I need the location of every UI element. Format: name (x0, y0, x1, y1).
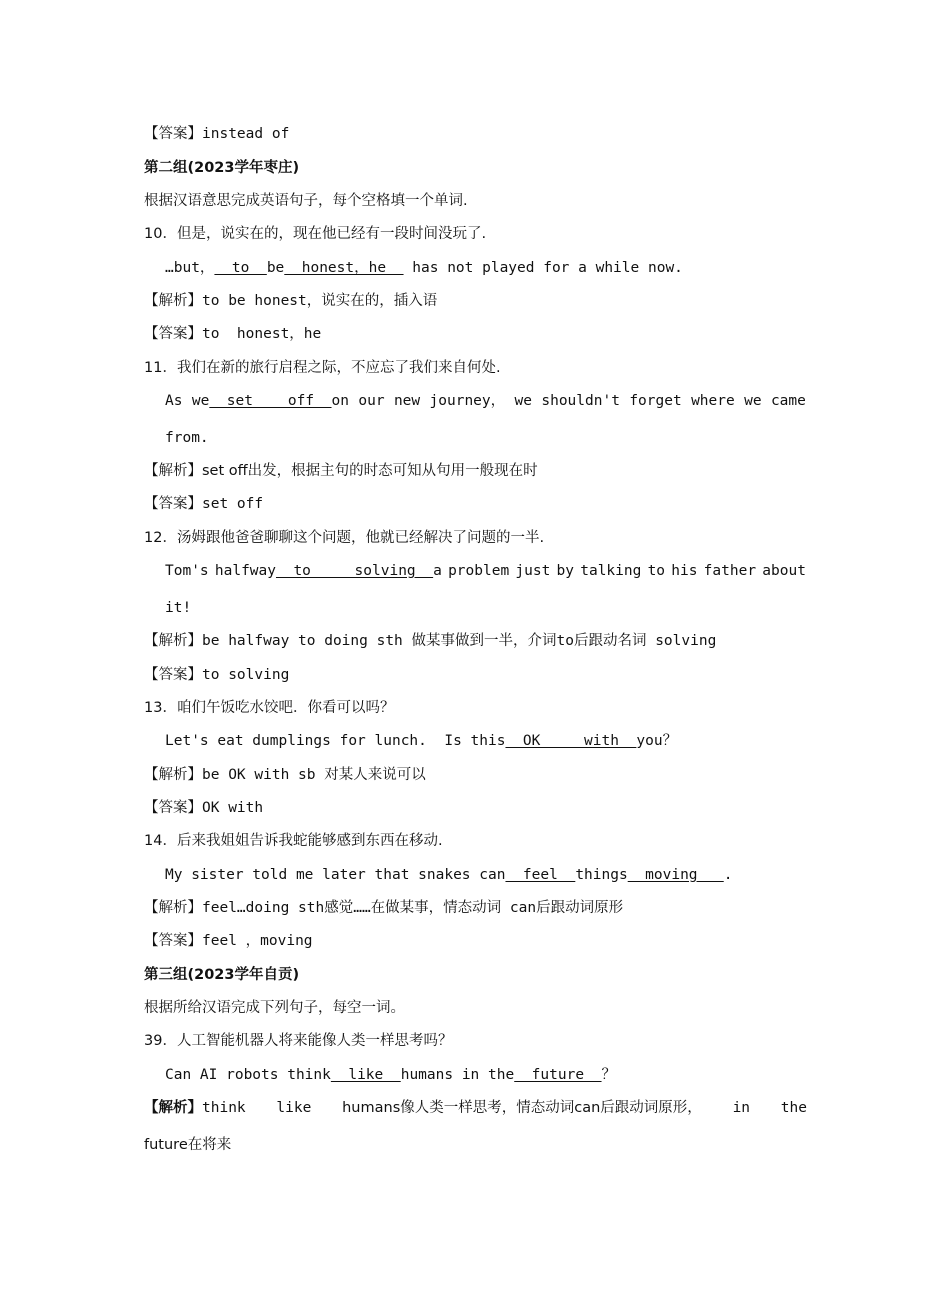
q11-sentence-cont: from. (165, 430, 209, 446)
q11-analysis: 【解析】set off出发，根据主句的时态可知从句用一般现在时 (144, 463, 538, 479)
group2-instruction: 根据汉语意思完成英语句子，每个空格填一个单词. (144, 193, 468, 209)
group3-heading: 第三组(2023学年自贡) (144, 967, 300, 983)
q10-blank-2: honest，he (284, 260, 404, 276)
q11-prompt: 11．我们在新的旅行启程之际，不应忘了我们来自何处. (144, 360, 501, 376)
q10-answer: 【答案】to honest，he (144, 326, 322, 342)
q11-blank-1: set off (209, 393, 332, 409)
q39-blank-1: like (330, 1067, 401, 1083)
q13-blank-1: OK with (505, 733, 637, 749)
q13-prompt: 13．咱们午饭吃水饺吧．你看可以吗？ (144, 700, 395, 716)
q12-sentence: Tom's halfway to solving a problem just by talking to his father about (165, 563, 806, 579)
q14-analysis: 【解析】feel…doing sth感觉……在做某事，情态动词 can后跟动词原形 (144, 900, 624, 916)
q10-sentence: …but， to be honest，he has not played for a while now. (165, 260, 683, 276)
q14-prompt: 14．后来我姐姐告诉我蛇能够感到东西在移动. (144, 833, 443, 849)
q13-analysis: 【解析】be OK with sb 对某人来说可以 (144, 767, 426, 783)
q12-answer: 【答案】to solving (144, 667, 290, 683)
group2-heading: 第二组(2023学年枣庄) (144, 160, 300, 176)
q14-blank-1: feel (505, 867, 576, 883)
q13-answer: 【答案】OK with (144, 800, 264, 816)
q12-analysis: 【解析】be halfway to doing sth 做某事做到一半，介词to后跟动名词 solving (144, 633, 717, 649)
group3-instruction: 根据所给汉语完成下列句子，每空一词。 (144, 1000, 405, 1016)
q14-sentence: My sister told me later that snakes can feel things moving . (165, 867, 733, 883)
q14-answer: 【答案】feel ，moving (144, 933, 313, 949)
q13-sentence: Let's eat dumplings for lunch. Is this OK with you？ (165, 733, 678, 749)
q12-blank-1: to solving (275, 563, 434, 579)
q39-analysis-cont: future在将来 (144, 1137, 232, 1153)
q11-sentence: As we set off on our new journey， we shouldn't forget where we came (165, 393, 806, 409)
q39-blank-2: future (514, 1067, 602, 1083)
q11-answer: 【答案】set off (144, 496, 264, 512)
q12-prompt: 12．汤姆跟他爸爸聊聊这个问题，他就已经解决了问题的一半. (144, 530, 545, 546)
intro-answer: 【答案】instead of (144, 126, 290, 142)
q39-prompt: 39．人工智能机器人将来能像人类一样思考吗？ (144, 1033, 453, 1049)
q10-prompt: 10．但是，说实在的，现在他已经有一段时间没玩了. (144, 226, 487, 242)
q12-sentence-cont: it! (165, 600, 192, 616)
q39-analysis: 【解析】think like humans像人类一样思考，情态动词can后跟动词原形， in the (144, 1100, 807, 1116)
q10-blank-1: to (214, 260, 267, 276)
q10-analysis: 【解析】to be honest，说实在的，插入语 (144, 293, 438, 309)
q14-blank-2: moving (627, 867, 724, 883)
q39-sentence: Can AI robots think like humans in the future ？ (165, 1067, 617, 1083)
